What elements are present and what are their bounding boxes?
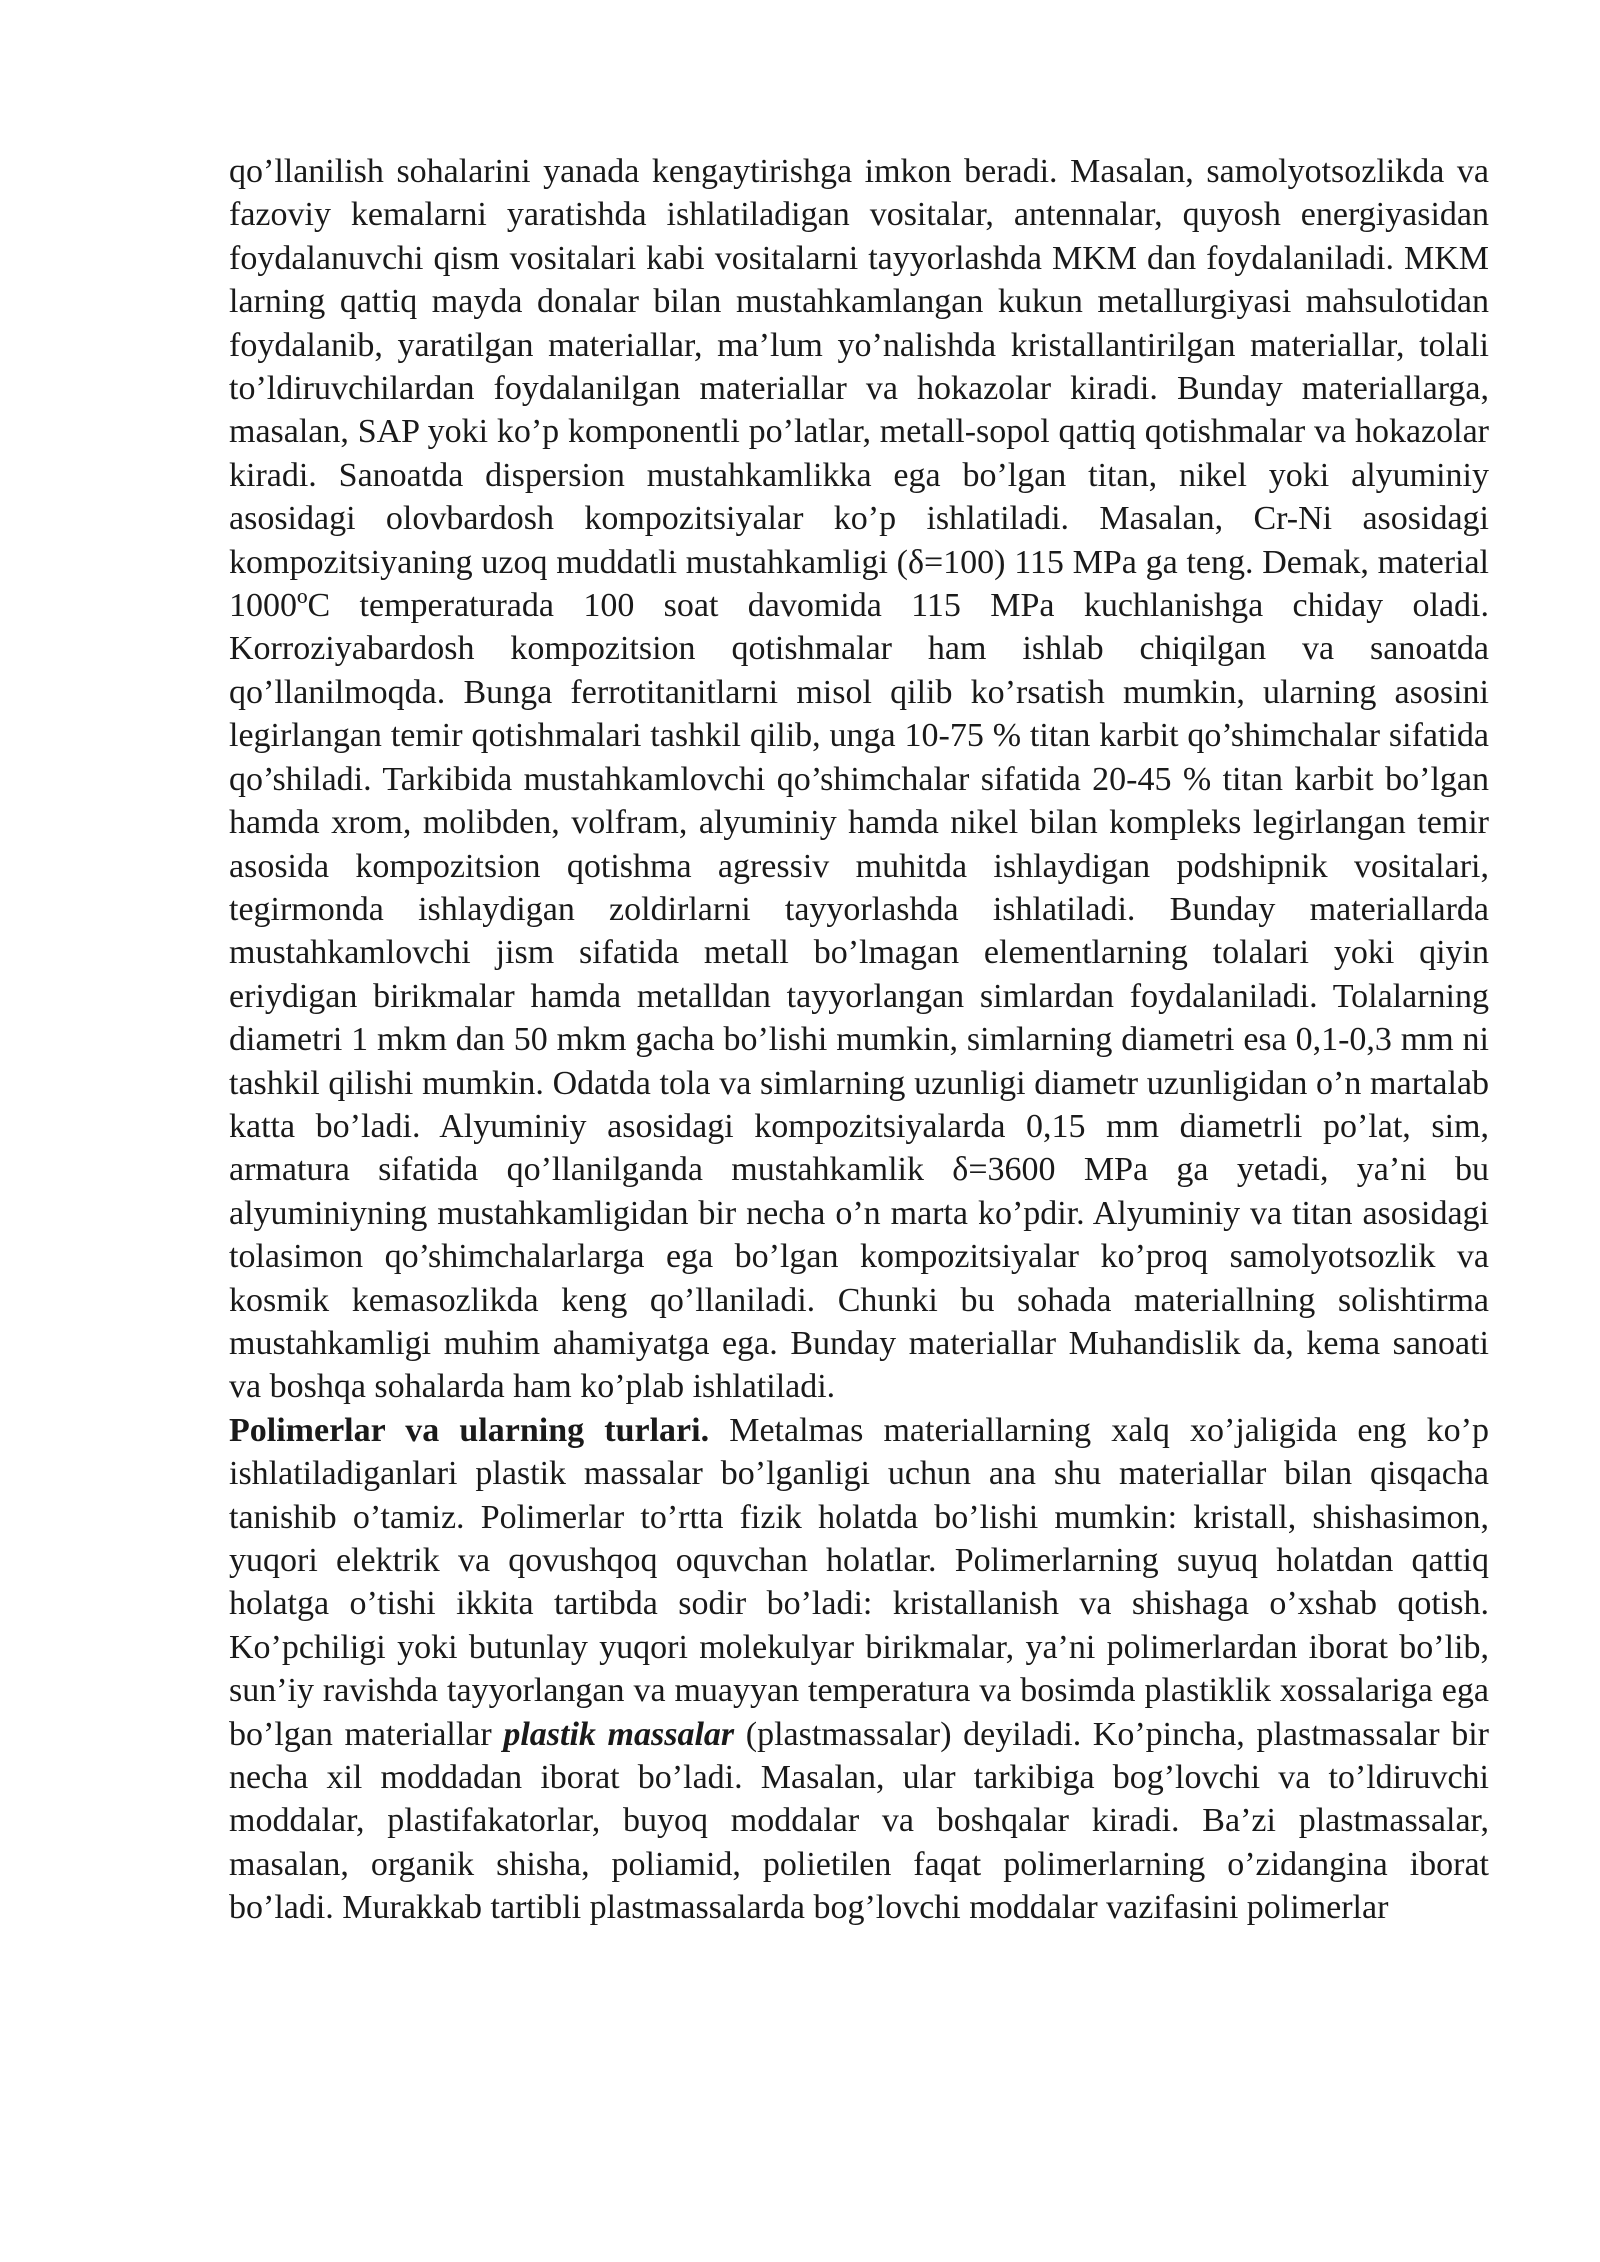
document-page [229,150,1489,1930]
body-paragraph-polymers [229,1409,1489,1930]
section-heading-polymers: Polimerlar va ularning turlari. [229,1411,710,1449]
body-paragraph-composites: qo’llanilish sohalarini yanada kengaytirishga imkon beradi. Masalan, samolyotsozlikda va fazoviy kemalarni yaratishda ishlatiladigan vositalar, antennalar, quyosh energiyasidan foydalanuvchi qism vositalari kabi vositalarni tayyorlashda MKM dan foydalaniladi. MKM larning qattiq mayda donalar bilan mustahkamlangan kukun metallurgiyasi mahsulotidan foydalanib, yaratilgan materiallar, ma’lum yo’nalishda kristallantirilgan materiallar, tolali to’ldiruvchilardan foydalanilgan materiallar va hokazolar kiradi. Bunday materiallarga, masalan, SAP yoki ko’p komponentli po’latlar, metall-sopol qattiq qotishmalar va hokazolar kiradi. Sanoatda dispersion mustahkamlikka ega bo’lgan titan, nikel yoki alyuminiy asosidagi olovbardosh kompozitsiyalar ko’p ishlatiladi. Masalan, Cr-Ni asosidagi kompozitsiyaning uzoq muddatli mustahkamligi (δ=100) 115 MPa ga teng. Demak, material 1000ºC temperaturada 100 soat davomida 115 MPa kuchlanishga chiday oladi. Korroziyabardosh kompozitsion qotishmalar ham ishlab chiqilgan va sanoatda qo’llanilmoqda. Bunga ferrotitanitlarni misol qilib ko’rsatish mumkin, ularning asosini legirlangan temir qotishmalari tashkil qilib, unga 10-75 % titan karbit qo’shimchalar sifatida qo’shiladi. Tarkibida mustahkamlovchi qo’shimchalar sifatida 20-45 % titan karbit bo’lgan hamda xrom, molibden, volfram, alyuminiy hamda nikel bilan kompleks legirlangan temir asosida kompozitsion qotishma agressiv muhitda ishlaydigan podshipnik vositalari, tegirmonda ishlaydigan zoldirlarni tayyorlashda ishlatiladi. Bunday materiallarda mustahkamlovchi jism sifatida metall bo’lmagan elementlarning tolalari yoki qiyin eriydigan birikmalar hamda metalldan tayyorlangan simlardan foydalaniladi. Tolalarning diametri 1 mkm dan 50 mkm gacha bo’lishi mumkin, simlarning diametri esa 0,1-0,3 mm ni tashkil qilishi mumkin. Odatda tola va simlarning uzunligi diametr uzunligidan o’n martalab katta bo’ladi. Alyuminiy asosidagi kompozitsiyalarda 0,15 mm diametrli po’lat, sim, armatura sifatida qo’llanilganda mustahkamlik δ=3600 MPa ga yetadi, ya’ni bu alyuminiyning mustahkamligidan bir necha o’n marta ko’pdir. Alyuminiy va titan asosidagi tolasimon qo’shimchalarlarga ega bo’lgan kompozitsiyalar ko’proq samolyotsozlik va kosmik kemasozlikda keng qo’llaniladi. Chunki bu sohada materiallning solishtirma mustahkamligi muhim ahamiyatga ega. Bunday materiallar Muhandislik da, kema sanoati va boshqa sohalarda ham ko’plab ishlatiladi. [229,153,1489,1406]
polymers-text-part2: (plastmassalar) deyiladi. Ko’pincha, plastmassalar bir necha xil moddadan iborat bo’ladi. Masalan, ular tarkibiga bog’lovchi va to’ldiruvchi moddalar, plastifakatorlar, buyoq moddalar va boshqalar kiradi. Ba’zi plastmassalar, masalan, organik shisha, poliamid, polietilen faqat polimerlarning o’zidangina iborat bo’ladi. Murakkab tartibli plastmassalarda bog’lovchi moddalar vazifasini polimerlar [229,1715,1489,1927]
polymers-text-part1: Metalmas materiallarning xalq xo’jaligida eng ko’p ishlatiladiganlari plastik massalar bo’lganligi uchun ana shu materiallar bilan qisqacha tanishib o’tamiz. Polimerlar to’rtta fizik holatda bo’lishi mumkin: kristall, shishasimon, yuqori elektrik va qovushqoq oquvchan holatlar. Polimerlarning suyuq holatdan qattiq holatga o’tishi ikkita tartibda sodir bo’ladi: kristallanish va shishaga o’xshab qotish. Ko’pchiligi yoki butunlay yuqori molekulyar birikmalar, ya’ni polimerlardan iborat bo’lib, sun’iy ravishda tayyorlangan va muayyan temperatura va bosimda plastiklik xossalariga ega bo’lgan materiallar [229,1411,1490,1753]
term-plastic-masses: plastik massalar [503,1715,735,1753]
